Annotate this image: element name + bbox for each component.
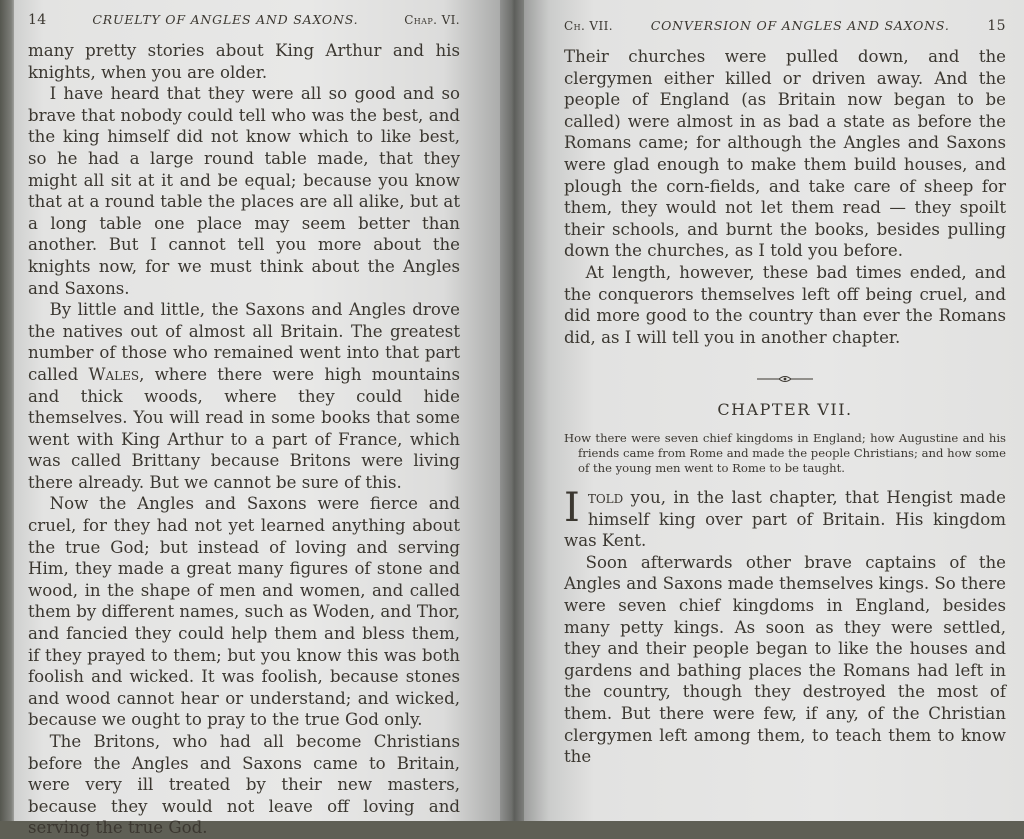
- drop-cap: I: [564, 485, 580, 532]
- left-running-title: CRUELTY OF ANGLES AND SAXONS.: [92, 12, 359, 27]
- paragraph: many pretty stories about King Arthur and his knights, when you are older.: [28, 41, 460, 82]
- paragraph-text: you, in the last chapter, that Hengist made himself king over part of Britain. His kingdom was Kent.: [564, 488, 1006, 551]
- paragraph: I have heard that they were all so good and so brave that nobody could tell who was the best, and the king himself did not know which to like best, so he had a large round table made, that they might all sit at it and be equal; because you know that at a round table the places are all alike, but at a long table one place may seem better than another. But I cannot tell you more about the knights now, for we must think about the Angles and Saxons.: [28, 84, 460, 298]
- left-running-head: [28, 12, 460, 28]
- paragraph: [28, 299, 460, 493]
- drop-cap-continuation: told: [587, 488, 624, 508]
- wales-small-caps: Wales: [88, 364, 140, 384]
- right-body-text: [564, 46, 1006, 348]
- paragraph: At length, however, these bad times ended, and the conquerors themselves left off being cruel, and did more good to the country than ever the Romans did, as I will tell you in another chapter.: [564, 262, 1006, 347]
- right-page-number: 15: [987, 18, 1006, 34]
- book-gutter: [500, 0, 526, 821]
- chapter-body-text: [564, 487, 1006, 768]
- left-page: [14, 0, 502, 838]
- left-chapter-ref: Chap. VI.: [404, 13, 460, 27]
- right-running-head: [564, 18, 1006, 34]
- paragraph: Their churches were pulled down, and the clergymen either killed or driven away. And the people of England (as Britain now began to be called) were almost in as bad a state as before the Romans came; for although the Angles and Saxons were glad enough to make them build houses, and plough the corn-fields, and take care of sheep for them, they would not let them read — they spoilt their schools, and burnt the books, besides pulling down the churches, as I told you before.: [564, 47, 1006, 261]
- paragraph: Soon afterwards other brave captains of the Angles and Saxons made themselves kings. So there were seven chief kingdoms in England, besides many petty kings. As soon as they were settled, they and their people began to like the houses and gardens and bathing places the Romans had left in the country, though they destroyed the most of them. But there were few, if any, of the Christian clergymen left among them, to teach them to know the: [564, 552, 1006, 767]
- right-page: [524, 0, 1024, 821]
- left-body-text: [28, 40, 460, 839]
- paragraph-text: By little and little, the Saxons and Angles drove the natives out of almost all Britain. The greatest number of those who remained went into that part called: [28, 300, 460, 384]
- ornament-icon: [755, 373, 815, 385]
- section-ornament: [564, 370, 1006, 386]
- paragraph-text: , where there were high mountains and thick woods, where they could hide themselves. You will read in some books that some went with King Arthur to a part of France, which was called Brittany because Britons were living there already. But we cannot be sure of this.: [28, 364, 460, 492]
- chapter-heading: CHAPTER VII.: [717, 400, 853, 420]
- left-page-number: 14: [28, 12, 47, 28]
- paragraph: Now the Angles and Saxons were fierce and cruel, for they had not yet learned anything about the true God; but instead of loving and serving Him, they made a great many figures of stone and wood, in the shape of men and women, and called them by different names, such as Woden, and Thor, and fancied they could help them and bless them, if they prayed to them; but you know this was both foolish and wicked. It was foolish, because stones and wood cannot hear or understand; and wicked, because we ought to pray to the true God only.: [28, 494, 460, 730]
- right-running-title: CONVERSION OF ANGLES AND SAXONS.: [650, 18, 950, 33]
- right-chapter-ref: Ch. VII.: [564, 19, 613, 33]
- chapter-summary: How there were seven chief kingdoms in England; how Augustine and his friends came from Rome and made the people Christians; and how some of the young men went to Rome to be taught.: [564, 431, 1006, 475]
- paragraph: [564, 487, 1006, 552]
- paragraph: The Britons, who had all become Christians before the Angles and Saxons came to Britain, were very ill treated by their new masters, because they would not leave off loving and serving the true God.: [28, 732, 460, 838]
